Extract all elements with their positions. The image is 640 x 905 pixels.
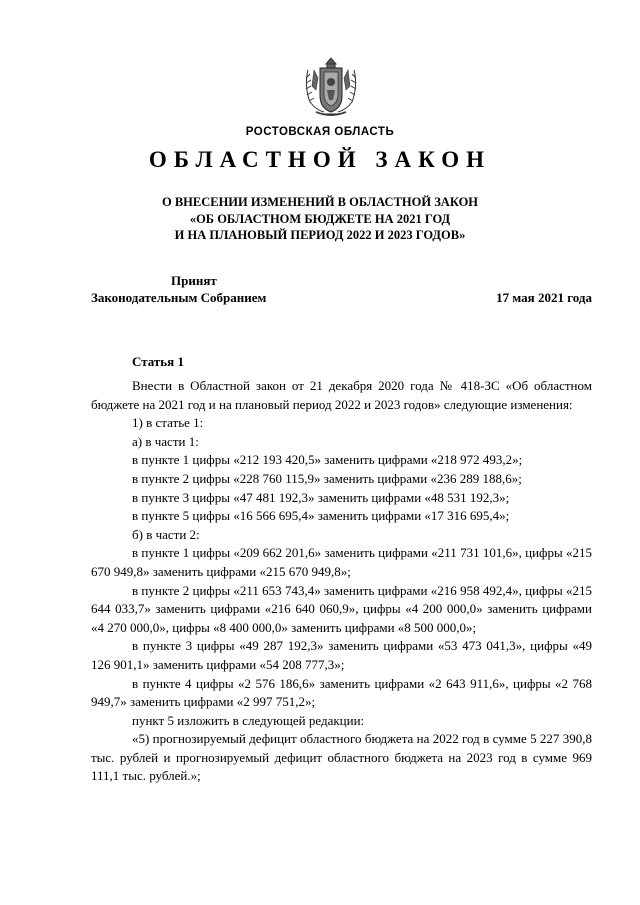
paragraph: пункт 5 изложить в следующей редакции: [132, 712, 365, 728]
article-body [91, 377, 592, 786]
paragraph: в пункте 2 цифры «211 653 743,4» заменить цифрами «216 958 492,4», цифры «215 644 033,7» заменить цифрами «216 640 060,9», цифры «4 200 000,0» заменить цифрами «4 270 000,0», цифры «8 400 000,0» заменить цифрами «8 500 000,0»; [91, 582, 592, 635]
paragraph: в пункте 3 цифры «49 287 192,3» заменить цифрами «53 473 041,3», цифры «49 126 901,1» заменить цифрами «54 208 777,3»; [91, 638, 592, 672]
paragraph: Внести в Областной закон от 21 декабря 2020 года № 418-ЗС «Об областном бюджете на 2021 год и на плановый период 2022 и 2023 годов» следующие изменения: [91, 378, 592, 412]
paragraph: б) в части 2: [132, 526, 200, 542]
law-title [0, 194, 640, 244]
paragraph: в пункте 1 цифры «212 193 420,5» заменить цифрами «218 972 493,2»; [132, 452, 523, 468]
paragraph: в пункте 1 цифры «209 662 201,6» заменить цифрами «211 731 101,6», цифры «215 670 949,8» заменить цифрами «215 670 949,8»; [91, 545, 592, 579]
paragraph: в пункте 4 цифры «2 576 186,6» заменить цифрами «2 643 911,6», цифры «2 768 949,7» заменить цифрами «2 997 751,2»; [91, 675, 592, 710]
paragraph: 1) в статье 1: [132, 415, 204, 431]
article-heading: Статья 1 [132, 354, 184, 369]
paragraph: в пункте 2 цифры «228 760 115,9» заменить цифрами «236 289 188,6»; [132, 470, 522, 486]
law-title-line: О ВНЕСЕНИИ ИЗМЕНЕНИЙ В ОБЛАСТНОЙ ЗАКОН [161, 195, 479, 209]
paragraph: а) в части 1: [132, 433, 199, 449]
law-title-line: «ОБ ОБЛАСТНОМ БЮДЖЕТЕ НА 2021 ГОД [189, 211, 451, 226]
adopted-label: Принят [171, 273, 217, 288]
adoption-date: 17 мая 2021 года [496, 290, 592, 305]
document-type: ОБЛАСТНОЙ ЗАКОН [148, 147, 492, 172]
paragraph: в пункте 3 цифры «47 481 192,3» заменить цифрами «48 531 192,3»; [132, 489, 510, 505]
paragraph: в пункте 5 цифры «16 566 695,4» заменить цифрами «17 316 695,4»; [132, 508, 510, 524]
law-title-line: И НА ПЛАНОВЫЙ ПЕРИОД 2022 И 2023 ГОДОВ» [174, 228, 466, 242]
paragraph: «5) прогнозируемый дефицит областного бюджета на 2022 год в сумме 5 227 390,8 тыс. рублей и прогнозируемый дефицит областного бюджета на 2023 год в сумме 969 111,1 тыс. рублей.»; [91, 731, 592, 784]
region-name: РОСТОВСКАЯ ОБЛАСТЬ [245, 126, 395, 138]
adopted-by: Законодательным Собранием [91, 290, 267, 305]
coat-of-arms-icon [300, 56, 362, 120]
